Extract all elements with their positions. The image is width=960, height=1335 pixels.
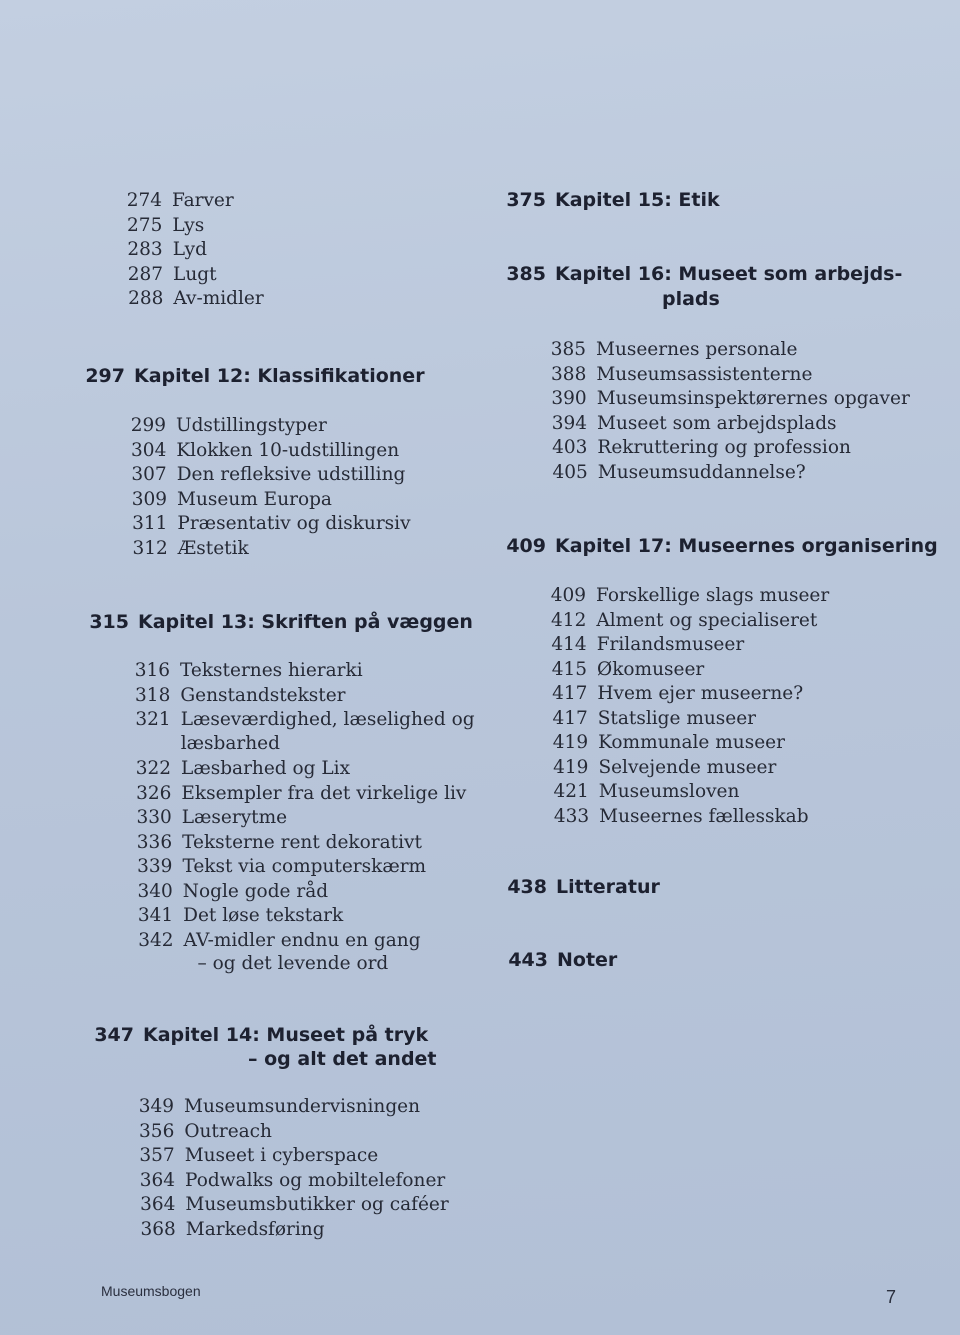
toc-entry-title: Outreach bbox=[184, 1120, 272, 1142]
toc-entry-page: 312 bbox=[132, 537, 168, 559]
toc-entry-title: Farver bbox=[172, 190, 234, 211]
toc-entry-title: Udstillingstyper bbox=[176, 415, 327, 436]
toc-entry-page: 414 bbox=[551, 634, 587, 655]
chapter-16-heading[interactable] bbox=[506, 263, 903, 285]
toc-entry-page: 409 bbox=[550, 585, 586, 606]
toc-entry-page: 275 bbox=[127, 214, 163, 236]
toc-entry-title: Den refleksive udstilling bbox=[176, 464, 406, 485]
toc-entry-title: Markedsføring bbox=[185, 1218, 325, 1240]
toc-entry-page: 326 bbox=[136, 782, 172, 804]
toc-entry-title: Økomuseer bbox=[597, 658, 705, 680]
toc-entry-title: Museumsassistenterne bbox=[596, 363, 813, 385]
noter-title: Noter bbox=[557, 949, 618, 971]
footer-book-title: Museumsbogen bbox=[101, 1283, 201, 1299]
chapter-12-title: Kapitel 12: Klassifikationer bbox=[134, 365, 425, 387]
toc-entry-title: Tekst via computerskærm bbox=[182, 856, 427, 877]
toc-entry-title: Kommunale museer bbox=[598, 732, 785, 753]
toc-entry-page: 368 bbox=[140, 1218, 176, 1240]
toc-entry-page: 342 bbox=[138, 929, 174, 951]
chapter-14-title: Kapitel 14: Museet på tryk bbox=[143, 1024, 429, 1046]
toc-entry-title: Museet i cyberspace bbox=[184, 1145, 379, 1166]
noter-page: 443 bbox=[508, 949, 548, 971]
chapter-17-title: Kapitel 17: Museernes organisering bbox=[555, 535, 938, 557]
toc-entry-page: 419 bbox=[552, 732, 589, 753]
toc-entry-title: Podwalks og mobiltelefoner bbox=[185, 1169, 446, 1191]
toc-entry-page: 287 bbox=[127, 263, 164, 285]
chapter-12-page: 297 bbox=[85, 365, 125, 387]
toc-entry-page: 403 bbox=[552, 437, 588, 458]
chapter-14-title-line2: – og alt det andet bbox=[248, 1048, 437, 1070]
toc-entry-page: 299 bbox=[130, 415, 166, 436]
toc-entry-page: 339 bbox=[137, 856, 173, 877]
chapter-16-title: Kapitel 16: Museet som arbejds- bbox=[555, 263, 903, 285]
toc-entry-page: 417 bbox=[552, 683, 588, 704]
toc-entry-title: Museet som arbejdsplads bbox=[597, 412, 837, 434]
toc-entry-page: 321 bbox=[135, 709, 171, 730]
noter-heading[interactable] bbox=[508, 949, 618, 971]
toc-entry-title: AV-midler endnu en gang bbox=[183, 929, 421, 951]
toc-entry-page: 405 bbox=[552, 461, 588, 483]
toc-entry-title: Museumsuddannelse? bbox=[597, 461, 806, 483]
toc-entry-title-continued: – og det levende ord bbox=[197, 953, 389, 974]
footer-page-number: 7 bbox=[886, 1287, 897, 1307]
toc-entry-title: Museumsbutikker og caféer bbox=[185, 1194, 449, 1215]
toc-entry-title-continued: læsbarhed bbox=[180, 732, 280, 754]
toc-entry-page: 364 bbox=[140, 1194, 176, 1215]
chapter-12-heading[interactable] bbox=[85, 365, 425, 387]
toc-entry-title: Det løse tekstark bbox=[183, 905, 344, 926]
toc-entry-page: 330 bbox=[136, 807, 172, 828]
toc-entry-title: Alment og specialiseret bbox=[596, 609, 818, 631]
toc-entry-title: Museumsundervisningen bbox=[184, 1096, 421, 1117]
toc-entry-title: Forskellige slags museer bbox=[596, 585, 830, 606]
toc-entry-title: Teksternes hierarki bbox=[180, 660, 363, 681]
toc-entry-title: Museernes personale bbox=[596, 339, 798, 360]
chapter-14-page: 347 bbox=[94, 1024, 134, 1046]
toc-entry-page: 388 bbox=[551, 363, 587, 385]
toc-entry-page: 318 bbox=[135, 684, 171, 706]
toc-entry-title: Læsbarhed og Lix bbox=[181, 758, 351, 779]
toc-entry-page: 288 bbox=[128, 288, 164, 309]
toc-entry-title: Museum Europa bbox=[177, 488, 332, 510]
toc-entry-title: Teksterne rent dekorativt bbox=[182, 831, 422, 853]
toc-entry-title: Rekruttering og profession bbox=[597, 437, 851, 458]
toc-entry-title: Av-midler bbox=[173, 288, 264, 309]
toc-entry-page: 341 bbox=[137, 905, 174, 926]
toc-entry-page: 307 bbox=[131, 464, 167, 485]
toc-entry-title: Genstandstekster bbox=[180, 684, 346, 706]
toc-entry-page: 283 bbox=[127, 239, 163, 260]
chapter-16-title-line2: plads bbox=[662, 288, 720, 310]
toc-entry-title: Æstetik bbox=[177, 537, 249, 559]
toc-entry-title: Statslige museer bbox=[597, 707, 757, 729]
toc-entry-title: Lys bbox=[172, 214, 205, 236]
toc-entry-page: 336 bbox=[136, 831, 173, 853]
toc-entry-page: 349 bbox=[138, 1096, 174, 1117]
toc-entry-page: 421 bbox=[553, 781, 589, 802]
toc-entry-title: Præsentativ og diskursiv bbox=[177, 513, 411, 534]
litteratur-page: 438 bbox=[507, 876, 547, 898]
toc-entry-title: Nogle gode råd bbox=[182, 880, 329, 902]
toc-entry-page: 385 bbox=[550, 339, 586, 360]
toc-entry-title: Lugt bbox=[173, 263, 217, 285]
toc-entry-page: 304 bbox=[131, 439, 167, 461]
toc-entry-page: 415 bbox=[551, 658, 588, 680]
toc-entry-title: Eksempler fra det virkelige liv bbox=[181, 782, 467, 804]
toc-entry-title: Læseværdighed, læselighed og bbox=[180, 709, 475, 730]
toc-entry-page: 322 bbox=[135, 758, 172, 779]
chapter-17-heading[interactable] bbox=[506, 535, 938, 557]
toc-entry-page: 417 bbox=[552, 707, 588, 729]
toc-entry-title: Klokken 10-udstillingen bbox=[176, 439, 400, 461]
toc-entry-page: 364 bbox=[139, 1169, 176, 1191]
toc-entry-page: 390 bbox=[551, 388, 587, 409]
chapter-14-heading[interactable] bbox=[94, 1024, 429, 1046]
toc-entry-page: 274 bbox=[126, 190, 162, 211]
toc-entry-page: 357 bbox=[139, 1145, 175, 1166]
toc-entry-title: Hvem ejer museerne? bbox=[597, 683, 804, 704]
chapter-13-heading[interactable] bbox=[89, 611, 473, 633]
chapter-15-page: 375 bbox=[506, 189, 546, 211]
litteratur-title: Litteratur bbox=[556, 876, 660, 898]
chapter-15-heading[interactable] bbox=[506, 189, 720, 211]
toc-entry-title: Museumsloven bbox=[598, 781, 740, 802]
toc-entry-title: Frilandsmuseer bbox=[596, 634, 745, 655]
toc-entry-page: 311 bbox=[132, 513, 168, 534]
toc-entry-page: 356 bbox=[139, 1120, 175, 1142]
chapter-13-title: Kapitel 13: Skriften på væggen bbox=[138, 611, 473, 633]
toc-entry-page: 340 bbox=[137, 880, 173, 902]
toc-entry-page: 412 bbox=[551, 609, 587, 631]
chapter-17-page: 409 bbox=[506, 535, 546, 557]
chapter-15-title: Kapitel 15: Etik bbox=[555, 189, 720, 211]
toc-entry-title: Museumsinspektørernes opgaver bbox=[596, 388, 910, 409]
toc-entry-page: 419 bbox=[553, 756, 589, 778]
toc-entry-title: Selvejende museer bbox=[598, 756, 777, 778]
litteratur-heading[interactable] bbox=[507, 876, 660, 898]
chapter-16-page: 385 bbox=[506, 263, 546, 285]
toc-entry-title: Læserytme bbox=[181, 807, 288, 828]
toc-entry-page: 309 bbox=[131, 488, 168, 510]
toc-entry-title: Museernes fællesskab bbox=[599, 805, 809, 827]
chapter-13-page: 315 bbox=[89, 611, 129, 633]
toc-entry-page: 316 bbox=[134, 660, 170, 681]
toc-entry-page: 394 bbox=[551, 412, 588, 434]
toc-entry-page: 433 bbox=[553, 805, 590, 827]
toc-entry-title: Lyd bbox=[172, 239, 207, 260]
